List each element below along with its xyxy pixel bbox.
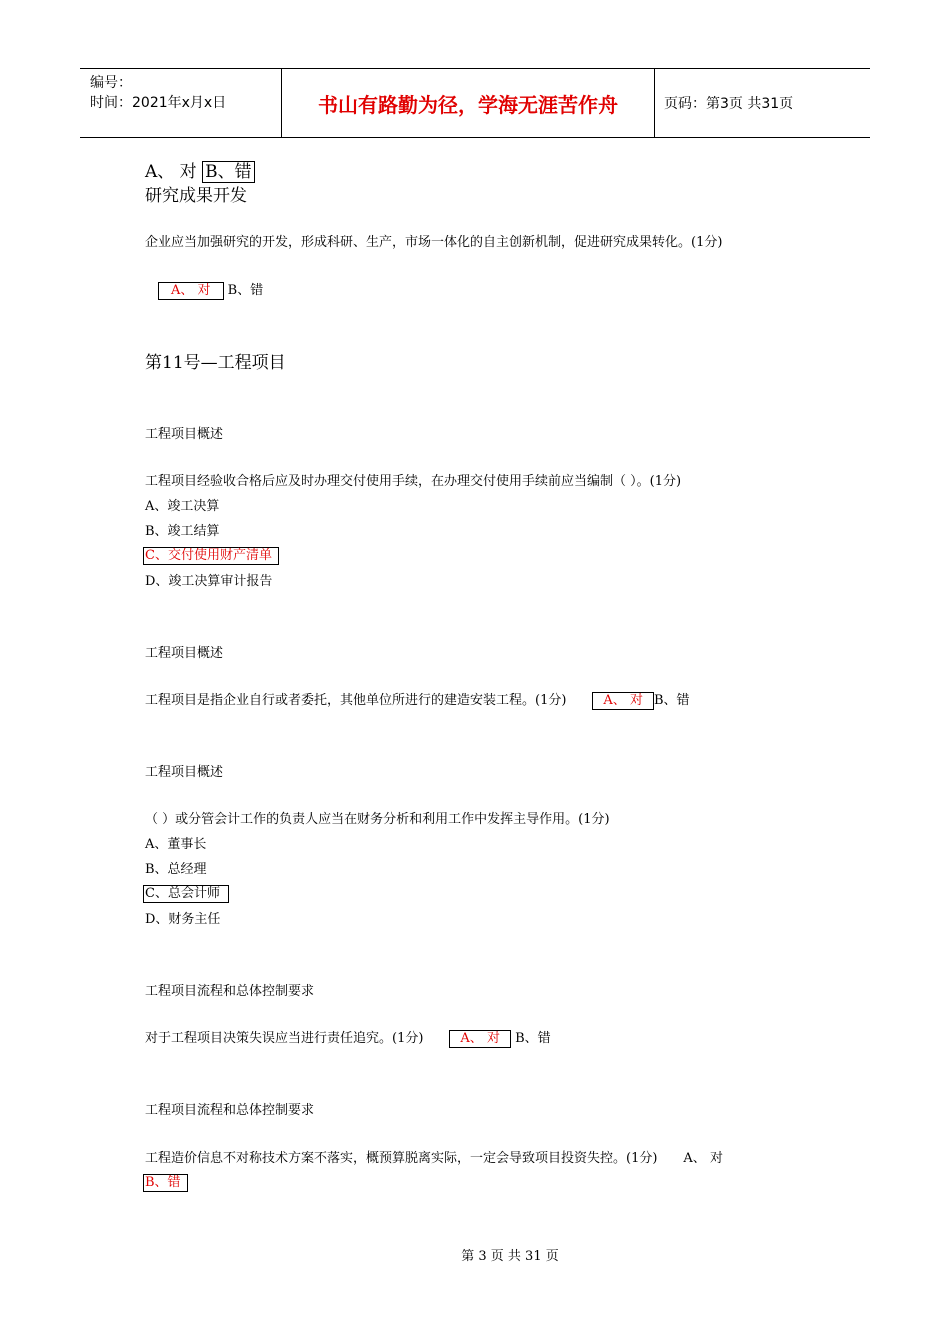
q4-option-c-selected[interactable]: C、总会计师 — [143, 885, 229, 903]
q5-topic: 工程项目流程和总体控制要求 — [145, 984, 315, 999]
q6-topic: 工程项目流程和总体控制要求 — [145, 1103, 315, 1118]
q5-option-b[interactable]: B、错 — [515, 1031, 551, 1046]
q2-option-c-selected[interactable]: C、交付使用财产清单 — [143, 547, 279, 565]
q3-topic: 工程项目概述 — [145, 646, 224, 661]
q2-option-c-selected-wrap — [143, 547, 279, 565]
q4-topic: 工程项目概述 — [145, 765, 224, 780]
q4-question: （ ）或分管会计工作的负责人应当在财务分析和利用工作中发挥主导作用。(1分) — [145, 812, 610, 827]
q2-question: 工程项目经验收合格后应及时办理交付使用手续，在办理交付使用手续前应当编制（ ）。(1分) — [145, 474, 682, 489]
header-meta — [90, 73, 226, 113]
q0-options — [145, 161, 255, 183]
number-label: 编号： — [90, 75, 132, 91]
q5-option-a-selected[interactable]: A、 对 — [449, 1030, 511, 1048]
q5-question: 对于工程项目决策失误应当进行责任追究。(1分) — [145, 1031, 424, 1046]
q0-option-b-selected[interactable]: B、错 — [202, 161, 255, 183]
q4-option-b[interactable]: B、总经理 — [145, 862, 207, 877]
q6-option-a[interactable]: A、 对 — [683, 1151, 723, 1166]
header-slogan: 书山有路勤为径，学海无涯苦作舟 — [318, 93, 618, 117]
q3-option-b[interactable]: B、错 — [653, 693, 690, 708]
page-header — [80, 68, 870, 138]
q3-option-a-selected[interactable]: A、 对 — [592, 692, 654, 710]
s1-options — [158, 282, 263, 300]
q6-question: 工程造价信息不对称技术方案不落实，概预算脱离实际，一定会导致项目投资失控。(1分) — [145, 1151, 658, 1166]
header-divider — [654, 69, 655, 137]
time-label: 时间：2021年x月x日 — [90, 95, 227, 111]
q4-option-d[interactable]: D、财务主任 — [145, 912, 221, 927]
s1-question: 企业应当加强研究的开发，形成科研、生产，市场一体化的自主创新机制，促进研究成果转化。(1分) — [145, 235, 723, 250]
s1-title: 研究成果开发 — [145, 186, 247, 206]
q2-topic: 工程项目概述 — [145, 427, 224, 442]
q2-option-d[interactable]: D、竣工决算审计报告 — [145, 574, 273, 589]
header-page-code: 页码：第3页 共31页 — [664, 96, 794, 112]
q0-option-a[interactable]: A、 对 — [145, 162, 197, 182]
q5-question-line — [145, 1030, 551, 1048]
q4-option-a[interactable]: A、董事长 — [145, 837, 207, 852]
q6-option-b-selected[interactable]: B、错 — [143, 1174, 188, 1192]
page-footer: 第 3 页 共 31 页 — [461, 1249, 559, 1264]
s1-option-a-selected[interactable]: A、 对 — [158, 282, 224, 300]
q6-option-b-wrap — [143, 1174, 188, 1192]
q3-question-line — [145, 692, 690, 710]
q6-question-line — [145, 1150, 723, 1168]
s1-option-b[interactable]: B、错 — [227, 283, 264, 298]
q2-option-b[interactable]: B、竣工结算 — [145, 524, 220, 539]
q2-option-a[interactable]: A、竣工决算 — [145, 499, 220, 514]
q3-question: 工程项目是指企业自行或者委托，其他单位所进行的建造安装工程。(1分) — [145, 693, 567, 708]
q4-option-c-selected-wrap — [143, 885, 229, 903]
section-title: 第11号—工程项目 — [145, 353, 286, 373]
